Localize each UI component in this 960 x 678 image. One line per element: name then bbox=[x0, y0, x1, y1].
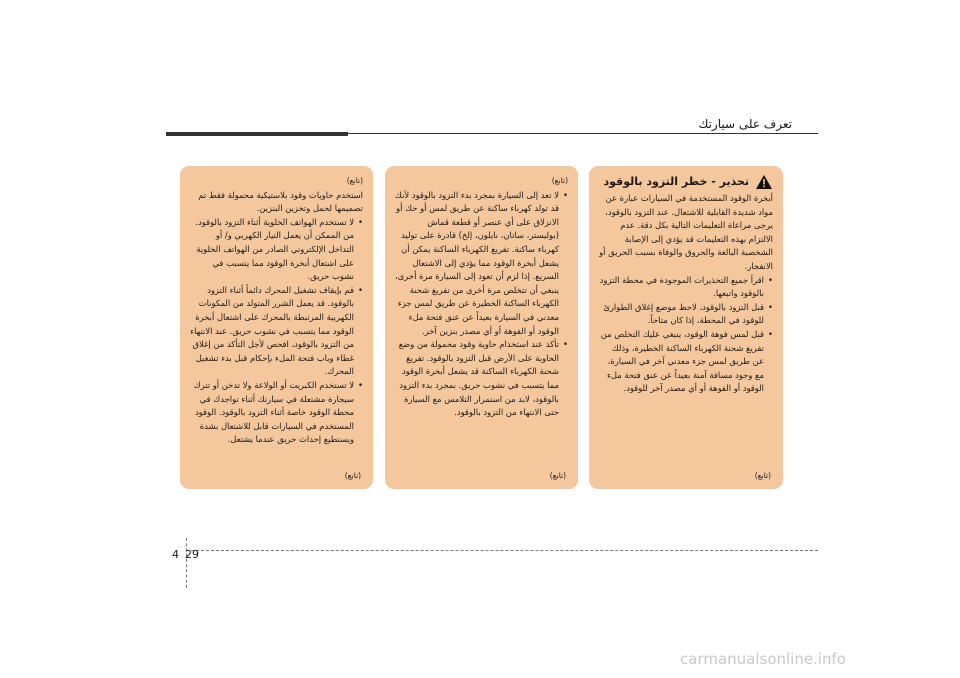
warning-box-middle bbox=[385, 166, 578, 489]
chapter-number: 4 bbox=[172, 548, 179, 561]
continued-label: (تابع) bbox=[754, 471, 771, 481]
warning-list bbox=[190, 216, 363, 447]
warning-list bbox=[599, 274, 773, 396]
warning-box-right bbox=[589, 166, 783, 489]
warning-intro: أبخرة الوقود المستخدمة في السيارات عبارة عن مواد شديدة القابلية للاشتعال. عند التزود بالوقود، يرجى مراعاة التعليمات التالية بكل دقة. عدم الالتزام بهذه التعليمات قد يؤدي إلى الإصابة الشخصية البالغة والحروق والوفاة بسبب الحريق أو الانفجار. bbox=[599, 193, 773, 271]
footer-vertical-rule bbox=[186, 538, 187, 588]
list-item: • اقرأ جميع التحذيرات الموجودة في محطة التزود بالوقود واتبعها. bbox=[599, 274, 773, 301]
warning-intro: استخدم حاويات وقود بلاستيكية محمولة فقط تم تصميمها لحمل وتخزين البنزين. bbox=[198, 189, 363, 214]
warning-title: تحذير - خطر التزود بالوقود bbox=[603, 175, 749, 189]
list-item: • لا تستخدم الهواتف الخلوية أثناء التزود بالوقود. من الممكن أن يعمل التيار الكهربي و/ أو التداخل الإلكتروني الصادر من الهواتف الخلوية على اشتعال أبخرة الوقود مما يتسبب في نشوب حريق. bbox=[190, 216, 363, 284]
list-item: • لا تستخدم الكبريت أو الولاعة ولا تدخن أو تترك سيجارة مشتعلة في سيارتك أثناء تواجدك في محطة الوقود خاصة أثناء التزود بالوقود. الوقود المستخدم في السيارات قابل للاشتعال بشدة ويستطيع إحداث حريق عندما يشتعل. bbox=[190, 379, 363, 447]
list-item: • قبل التزود بالوقود، لاحظ موضع إغلاق الطوارئ للوقود في المحطة، إذا كان متاحاً. bbox=[599, 301, 773, 328]
header-rule bbox=[166, 133, 818, 134]
continued-label: (تابع) bbox=[549, 471, 566, 481]
list-item: • تأكد عند استخدام حاوية وقود محمولة من وضع الحاوية على الأرض قبل التزود بالوقود. تفريغ شحنة الكهرباء الساكنة قد يشعل أبخرة الوقود مما يتسبب في نشوب حريق. بمجرد بدء التزود بالوقود، لابد من استمرار التلامس مع السيارة حتى الانتهاء من التزود بالوقود. bbox=[395, 338, 568, 420]
watermark: carmanualsonline.info bbox=[680, 650, 846, 668]
list-item: • قم بإيقاف تشغيل المحرك دائماً أثناء التزود بالوقود. قد يعمل الشرر المتولد من المكونات الكهربية المرتبطة بالمحرك على اشتعال أبخرة الوقود مما يتسبب في نشوب حريق. عند الانتهاء من التزود بالوقود، افحص لأجل التأكد من إغلاق غطاء وباب فتحة الملء بإحكام قبل بدء تشغيل المحرك. bbox=[190, 284, 363, 379]
warning-list bbox=[395, 189, 568, 420]
list-item: • قبل لمس فوهة الوقود، ينبغي عليك التخلص من تفريغ شحنة الكهرباء الساكنة الخطيرة، وذلك عن طريق لمس جزء معدني آخر في السيارة، مع وجود مسافة آمنة بعيداً عن عنق فتحة ملء الوقود أو الفوهة أو أي مصدر آخر للوقود. bbox=[599, 328, 773, 396]
continued-top-label: (تابع) bbox=[551, 176, 568, 185]
footer-rule bbox=[186, 550, 818, 551]
page-header-title: تعرف على سيارتك bbox=[698, 117, 792, 131]
page-number-value: 29 bbox=[185, 548, 199, 561]
page-number bbox=[172, 548, 199, 561]
warning-triangle-icon bbox=[755, 174, 773, 190]
continued-label: (تابع) bbox=[344, 471, 361, 481]
warning-box-left bbox=[180, 166, 373, 489]
warning-header bbox=[599, 174, 773, 190]
list-item: • لا تعد إلى السيارة بمجرد بدء التزود بالوقود لأنك قد تولد كهرباء ساكنة عن طريق لمس أو حك أو الانزلاق على أي عنصر أو قطعة قماش (بوليستر، ساتان، نايلون، إلخ) قادرة على توليد كهرباء ساكنة. تفريغ الكهرباء الساكنة يمكن أن يشعل أبخرة الوقود مما يؤدي إلى الاشتعال السريع. إذا لزم أن تعود إلى السيارة مرة أخرى، ينبغي أن تتخلص مرة أخرى من تفريغ شحنة الكهرباء الساكنة الخطيرة عن طريق لمس جزء معدني في السيارة بعيداً عن عنق فتحة ملء الوقود أو الفوهة أو أي مصدر بنزين آخر. bbox=[395, 189, 568, 339]
continued-top-label: (تابع) bbox=[346, 176, 363, 185]
